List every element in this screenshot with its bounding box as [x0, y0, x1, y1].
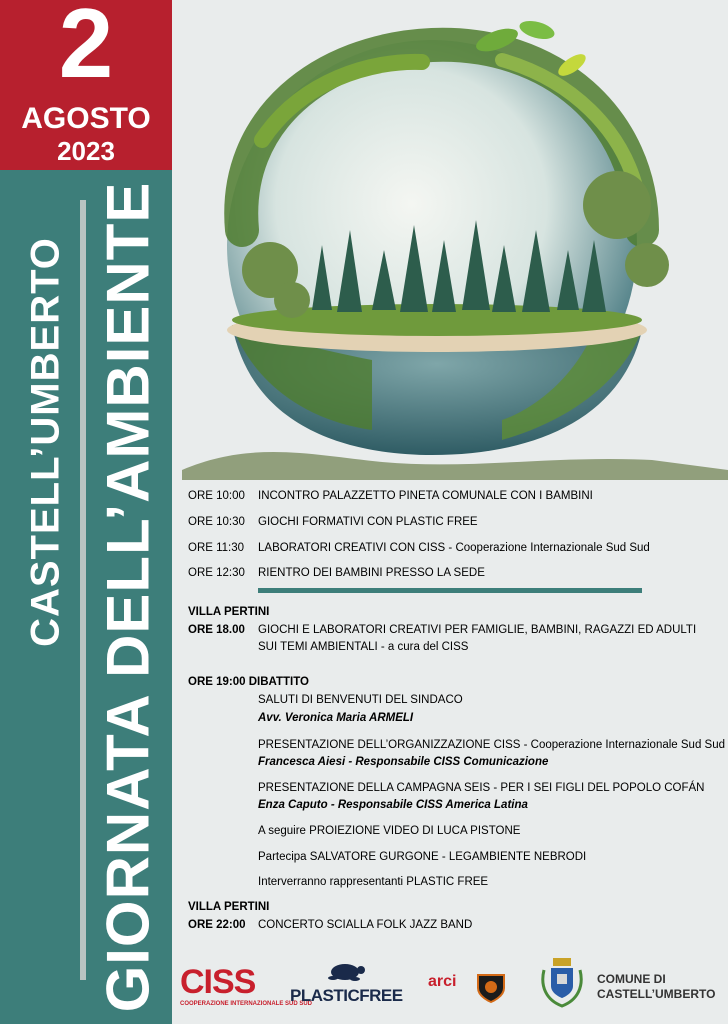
comune-line1: COMUNE DI: [597, 972, 666, 986]
scialla-badge: [476, 972, 506, 1009]
town-vertical-text: CASTELL’UMBERTO: [23, 237, 68, 647]
debate-item-title: PRESENTAZIONE DELL’ORGANIZZAZIONE CISS - Cooperazione Internazionale Sud Sud: [258, 739, 725, 751]
date-day: 2: [58, 0, 114, 98]
debate-item-title: SALUTI DI BENVENUTI DEL SINDACO: [258, 694, 463, 706]
comune-label: [597, 972, 715, 1002]
schedule-time: ORE 11:30: [188, 542, 245, 554]
debate-heading: ORE 19:00 DIBATTITO: [188, 676, 309, 688]
debate-item-title: Partecipa SALVATORE GURGONE - LEGAMBIENTE NEBRODI: [258, 851, 587, 863]
date-box: [0, 0, 172, 170]
schedule-text: RIENTRO DEI BAMBINI PRESSO LA SEDE: [258, 567, 485, 579]
venue-label: VILLA PERTINI: [188, 606, 270, 618]
comune-line2: CASTELL’UMBERTO: [597, 987, 716, 1001]
comune-crest: [540, 956, 584, 1013]
afternoon-time: ORE 18.00: [188, 624, 245, 636]
debate-item-title: A seguire PROIEZIONE VIDEO DI LUCA PISTONE: [258, 825, 521, 837]
afternoon-text-line1: GIOCHI E LABORATORI CREATIVI PER FAMIGLIE, BAMBINI, RAGAZZI ED ADULTI: [258, 624, 697, 636]
schedule-text: INCONTRO PALAZZETTO PINETA COMUNALE CON I BAMBINI: [258, 490, 593, 502]
venue-label: VILLA PERTINI: [188, 901, 270, 913]
schedule-time: ORE 10:30: [188, 516, 245, 528]
side-stripe: [80, 200, 86, 980]
arci-logo: [428, 973, 456, 991]
globe-icon: [172, 0, 728, 480]
ciss-logo-text: CISS: [180, 963, 256, 1001]
schedule-text: GIOCHI FORMATIVI CON PLASTIC FREE: [258, 516, 478, 528]
plasticfree-logo-text: PLASTICFREE: [290, 986, 403, 1005]
schedule-text: LABORATORI CREATIVI CON CISS - Cooperazione Internazionale Sud Sud: [258, 542, 650, 554]
coat-of-arms-icon: [540, 956, 584, 1008]
debate-item-title: Interverranno rappresentanti PLASTIC FREE: [258, 876, 489, 888]
turtle-icon: [323, 958, 367, 982]
shield-icon: [476, 972, 506, 1004]
debate-item-speaker: Enza Caputo - Responsabile CISS America Latina: [258, 799, 528, 811]
debate-item-title: PRESENTAZIONE DELLA CAMPAGNA SEIS - PER I SEI FIGLI DEL POPOLO COFÁN: [258, 782, 705, 794]
schedule-time: ORE 12:30: [188, 567, 245, 579]
date-year: 2023: [57, 136, 115, 166]
debate-item-speaker: Avv. Veronica Maria ARMELI: [258, 712, 414, 724]
date-month: AGOSTO: [21, 102, 151, 135]
afternoon-text-line2: SUI TEMI AMBIENTALI - a cura del CISS: [258, 641, 469, 653]
evening-time: ORE 22:00: [188, 919, 246, 931]
event-title-vertical: GIORNATA DELL’AMBIENTE: [94, 181, 162, 1013]
arci-logo-text: arci: [428, 973, 457, 990]
ciss-logo-subtitle: COOPERAZIONE INTERNAZIONALE SUD SUD: [180, 1001, 313, 1007]
plasticfree-logo: [290, 958, 403, 1005]
schedule-time: ORE 10:00: [188, 490, 245, 502]
debate-item-speaker: Francesca Aiesi - Responsabile CISS Comunicazione: [258, 756, 549, 768]
globe-illustration: [172, 0, 728, 480]
evening-text: CONCERTO SCIALLA FOLK JAZZ BAND: [258, 919, 473, 931]
section-divider: [258, 588, 642, 593]
